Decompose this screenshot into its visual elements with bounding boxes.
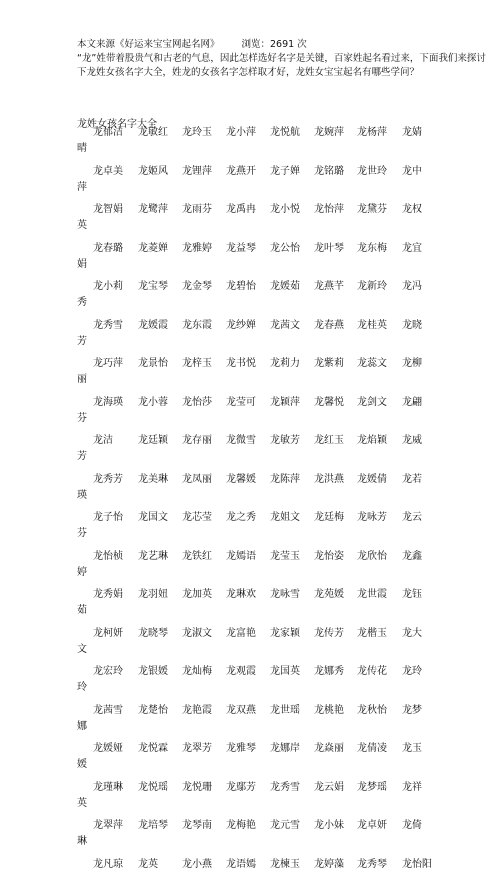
name-cell: 龙存丽	[182, 434, 212, 447]
name-row	[0, 819, 500, 858]
name-cell: 龙世霞	[357, 588, 387, 601]
name-cell: 龙之秀	[226, 511, 256, 524]
name-cell: 龙雅琴	[226, 742, 256, 755]
name-cell: 龙怡姿	[314, 550, 344, 563]
name-cell: 龙馨悦	[314, 396, 344, 409]
name-cell: 龙纱婵	[226, 319, 256, 332]
name-cell: 龙姬风	[138, 165, 168, 178]
name-cell: 龙燕芊	[314, 280, 344, 293]
name-cell: 龙茜雪	[93, 704, 123, 717]
name-cell: 龙铁红	[182, 550, 212, 563]
name-cell: 龙红玉	[314, 434, 344, 447]
name-cell: 龙娜秀	[314, 665, 344, 678]
name-cell: 龙蕊文	[357, 357, 387, 370]
name-cell: 龙碧怡	[226, 280, 256, 293]
name-cell: 龙敏红	[138, 126, 168, 139]
name-row	[0, 396, 500, 435]
name-cell: 龙雅婷	[182, 242, 212, 255]
name-cell: 龙书悦	[226, 357, 256, 370]
name-cell: 龙馨媛	[226, 473, 256, 486]
name-cell: 龙鹭萍	[138, 203, 168, 216]
name-cell: 龙传芳	[314, 627, 344, 640]
name-cell: 龙柯妍	[93, 627, 123, 640]
name-row	[0, 511, 500, 550]
name-cell: 龙巧萍	[93, 357, 123, 370]
name-cell: 龙宝琴	[138, 280, 168, 293]
name-cell: 龙艺琳	[138, 550, 168, 563]
name-cell: 龙玉	[402, 742, 422, 755]
name-cell: 龙小妹	[314, 819, 344, 832]
name-row	[0, 242, 500, 281]
name-cell: 龙鑫	[402, 550, 422, 563]
name-cell: 龙海瑛	[93, 396, 123, 409]
name-wrap-char: 丽	[77, 373, 87, 386]
name-cell: 龙郁洁	[93, 126, 123, 139]
article-header	[77, 38, 487, 80]
name-cell: 龙翠芳	[182, 742, 212, 755]
name-cell: 龙智娟	[93, 203, 123, 216]
name-cell: 龙培琴	[138, 819, 168, 832]
name-wrap-char: 英	[77, 797, 87, 810]
name-cell: 龙翩	[402, 396, 422, 409]
name-wrap-char: 婷	[77, 566, 87, 579]
name-cell: 龙云	[402, 511, 422, 524]
name-cell: 龙世瑶	[270, 704, 300, 717]
name-cell: 龙益琴	[226, 242, 256, 255]
name-cell: 龙咏芳	[357, 511, 387, 524]
name-cell: 龙桃艳	[314, 704, 344, 717]
name-cell: 龙翠萍	[93, 819, 123, 832]
name-cell: 龙春燕	[314, 319, 344, 332]
name-row	[0, 781, 500, 820]
name-wrap-char: 芬	[77, 412, 87, 425]
name-list	[0, 126, 500, 896]
name-cell: 龙柳	[402, 357, 422, 370]
name-cell: 龙新玲	[357, 280, 387, 293]
name-wrap-char: 晴	[77, 142, 87, 155]
name-cell: 龙怡莎	[182, 396, 212, 409]
name-cell: 龙琳欢	[226, 588, 256, 601]
name-cell: 龙芯莹	[182, 511, 212, 524]
name-wrap-char: 娟	[77, 258, 87, 271]
name-cell: 龙灿梅	[182, 665, 212, 678]
name-cell: 龙传花	[357, 665, 387, 678]
name-cell: 龙双燕	[226, 704, 256, 717]
name-cell: 龙中	[402, 165, 422, 178]
name-cell: 龙羽妞	[138, 588, 168, 601]
source-text: 本文来源《好运来宝宝网起名网》	[77, 39, 220, 50]
name-cell: 龙桂英	[357, 319, 387, 332]
name-cell: 龙小悦	[270, 203, 300, 216]
name-cell: 龙语嫣	[226, 858, 256, 871]
name-cell: 龙秀娟	[93, 588, 123, 601]
name-cell: 龙秀芳	[93, 473, 123, 486]
name-wrap-char: 萍	[77, 181, 87, 194]
name-cell: 龙国文	[138, 511, 168, 524]
name-cell: 龙媛倩	[357, 473, 387, 486]
name-cell: 龙艳霞	[182, 704, 212, 717]
name-row	[0, 319, 500, 358]
name-cell: 龙焱丽	[314, 742, 344, 755]
name-wrap-char: 琳	[77, 835, 87, 848]
name-cell: 龙悦瑶	[138, 781, 168, 794]
name-cell: 龙廷颖	[138, 434, 168, 447]
name-cell: 龙梦	[402, 704, 422, 717]
name-cell: 龙美琳	[138, 473, 168, 486]
name-cell: 龙琴南	[182, 819, 212, 832]
name-cell: 龙宜	[402, 242, 422, 255]
name-cell: 龙莹玉	[270, 550, 300, 563]
name-wrap-char: 芳	[77, 450, 87, 463]
name-wrap-char: 英	[77, 219, 87, 232]
name-row	[0, 665, 500, 704]
name-cell: 龙鄢芳	[226, 781, 256, 794]
name-cell: 龙权	[402, 203, 422, 216]
name-cell: 龙秋怡	[357, 704, 387, 717]
name-cell: 龙小萍	[226, 126, 256, 139]
name-wrap-char: 文	[77, 643, 87, 656]
name-cell: 龙瑾琳	[93, 781, 123, 794]
name-cell: 龙景怡	[138, 357, 168, 370]
name-cell: 龙禹冉	[226, 203, 256, 216]
name-cell: 龙婷藻	[314, 858, 344, 871]
name-cell: 龙秀雪	[270, 781, 300, 794]
intro-paragraph: “龙”姓带着股贵气和古老的气息，因此怎样选好名字是关键，百家姓起名看过来，下面我们来探讨下龙姓女孩名字大全，姓龙的女孩名字怎样取才好，龙姓女宝宝起名有哪些学问？	[77, 52, 487, 80]
name-cell: 龙淑文	[182, 627, 212, 640]
name-cell: 龙黛芬	[357, 203, 387, 216]
name-row	[0, 627, 500, 666]
name-cell: 龙苑媛	[314, 588, 344, 601]
name-wrap-char: 芬	[77, 527, 87, 540]
name-cell: 龙敏芳	[270, 434, 300, 447]
source-line	[77, 38, 487, 52]
name-cell: 龙银媛	[138, 665, 168, 678]
name-cell: 龙梅艳	[226, 819, 256, 832]
name-cell: 龙子怡	[93, 511, 123, 524]
name-cell: 龙焰颖	[357, 434, 387, 447]
name-wrap-char: 茹	[77, 604, 87, 617]
name-cell: 龙梓玉	[182, 357, 212, 370]
name-row	[0, 858, 500, 896]
name-cell: 龙加英	[182, 588, 212, 601]
name-cell: 龙怡阳	[402, 858, 432, 871]
name-cell: 龙婧	[402, 126, 422, 139]
name-wrap-char: 玲	[77, 681, 87, 694]
name-cell: 龙观霞	[226, 665, 256, 678]
name-cell: 龙卓美	[93, 165, 123, 178]
name-cell: 龙楝玉	[270, 858, 300, 871]
views-count: 浏览：2691 次	[242, 39, 307, 50]
name-cell: 龙紫莉	[314, 357, 344, 370]
name-wrap-char: 秀	[77, 296, 87, 309]
name-row	[0, 126, 500, 165]
name-cell: 龙媛霞	[138, 319, 168, 332]
name-cell: 龙杨萍	[357, 126, 387, 139]
name-cell: 龙燕开	[226, 165, 256, 178]
name-cell: 龙大	[402, 627, 422, 640]
name-cell: 龙子婵	[270, 165, 300, 178]
name-cell: 龙钰	[402, 588, 422, 601]
name-cell: 龙茜文	[270, 319, 300, 332]
name-cell: 龙元雪	[270, 819, 300, 832]
name-cell: 龙锂萍	[182, 165, 212, 178]
name-cell: 龙铭璐	[314, 165, 344, 178]
name-row	[0, 704, 500, 743]
name-wrap-char: 芳	[77, 335, 87, 348]
name-cell: 龙悦珊	[182, 781, 212, 794]
name-cell: 龙怡桢	[93, 550, 123, 563]
name-wrap-char: 娜	[77, 720, 87, 733]
name-cell: 龙若	[402, 473, 422, 486]
name-cell: 龙雨芬	[182, 203, 212, 216]
name-row	[0, 203, 500, 242]
name-cell: 龙玲玉	[182, 126, 212, 139]
name-cell: 龙家颖	[270, 627, 300, 640]
name-cell: 龙梦瑶	[357, 781, 387, 794]
name-cell: 龙春璐	[93, 242, 123, 255]
name-cell: 龙悦航	[270, 126, 300, 139]
name-cell: 龙威	[402, 434, 422, 447]
name-cell: 龙凤丽	[182, 473, 212, 486]
name-row	[0, 550, 500, 589]
name-cell: 龙悦霖	[138, 742, 168, 755]
list-title: 龙姓女孩名字大全	[77, 115, 157, 130]
name-cell: 龙姐文	[270, 511, 300, 524]
name-cell: 龙东梅	[357, 242, 387, 255]
name-cell: 龙祥	[402, 781, 422, 794]
name-cell: 龙洪燕	[314, 473, 344, 486]
name-cell: 龙廷梅	[314, 511, 344, 524]
name-row	[0, 165, 500, 204]
name-row	[0, 742, 500, 781]
name-cell: 龙玲	[402, 665, 422, 678]
name-wrap-char: 瑛	[77, 489, 87, 502]
name-cell: 龙小蓉	[138, 396, 168, 409]
name-cell: 龙嫣语	[226, 550, 256, 563]
name-cell: 龙冯	[402, 280, 422, 293]
name-cell: 龙楷玉	[357, 627, 387, 640]
name-row	[0, 434, 500, 473]
name-cell: 龙宏玲	[93, 665, 123, 678]
name-row	[0, 280, 500, 319]
name-cell: 龙媛娅	[93, 742, 123, 755]
name-cell: 龙富艳	[226, 627, 256, 640]
name-cell: 龙世玲	[357, 165, 387, 178]
name-row	[0, 357, 500, 396]
name-row	[0, 473, 500, 512]
name-cell: 龙国英	[270, 665, 300, 678]
name-cell: 龙秀雪	[93, 319, 123, 332]
name-cell: 龙媛茹	[270, 280, 300, 293]
name-cell: 龙晓琴	[138, 627, 168, 640]
name-cell: 龙东霞	[182, 319, 212, 332]
name-cell: 龙云娟	[314, 781, 344, 794]
name-cell: 龙英	[138, 858, 158, 871]
name-cell: 龙倩凌	[357, 742, 387, 755]
name-cell: 龙剑文	[357, 396, 387, 409]
name-cell: 龙陈萍	[270, 473, 300, 486]
name-cell: 龙洁	[93, 434, 113, 447]
name-cell: 龙微雪	[226, 434, 256, 447]
name-cell: 龙娜岸	[270, 742, 300, 755]
name-cell: 龙凡琼	[93, 858, 123, 871]
name-cell: 龙小燕	[182, 858, 212, 871]
name-wrap-char: 媛	[77, 758, 87, 771]
name-cell: 龙婉萍	[314, 126, 344, 139]
name-cell: 龙叶琴	[314, 242, 344, 255]
name-cell: 龙卓妍	[357, 819, 387, 832]
name-cell: 龙秀琴	[357, 858, 387, 871]
name-row	[0, 588, 500, 627]
name-cell: 龙欣怡	[357, 550, 387, 563]
name-cell: 龙金琴	[182, 280, 212, 293]
name-cell: 龙倚	[402, 819, 422, 832]
name-cell: 龙颖萍	[270, 396, 300, 409]
name-cell: 龙小莉	[93, 280, 123, 293]
name-cell: 龙楚怡	[138, 704, 168, 717]
name-cell: 龙莉力	[270, 357, 300, 370]
name-cell: 龙菱婵	[138, 242, 168, 255]
name-cell: 龙晓	[402, 319, 422, 332]
name-cell: 龙怡萍	[314, 203, 344, 216]
name-cell: 龙莹可	[226, 396, 256, 409]
name-cell: 龙公怡	[270, 242, 300, 255]
name-cell: 龙咏雪	[270, 588, 300, 601]
